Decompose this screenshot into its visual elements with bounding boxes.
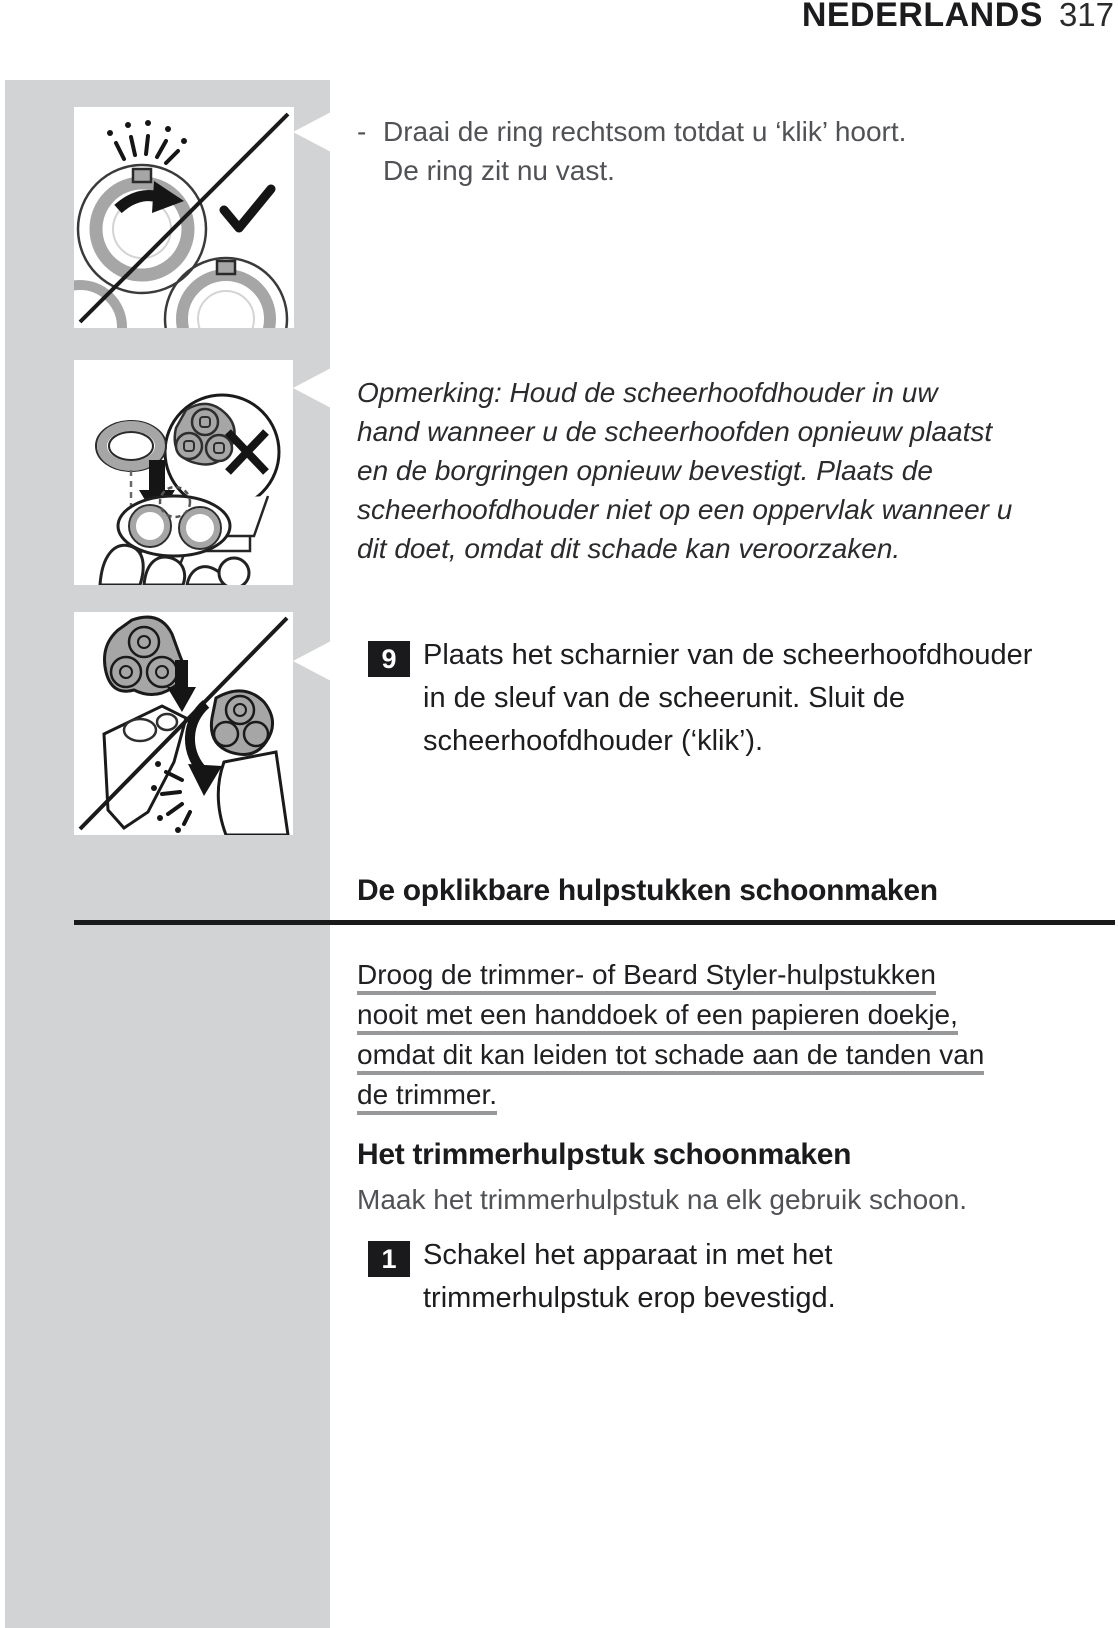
- warning-paragraph: [357, 958, 984, 1118]
- bullet-line: Draai de ring rechtsom totdat u ‘klik’ hoort.: [383, 116, 907, 147]
- callout-pointer-3: [293, 641, 331, 681]
- note-line: hand wanneer u de scheerhoofden opnieuw plaatst: [357, 416, 993, 447]
- attach-head-holder-svg: [74, 612, 293, 835]
- sub-section-body: Maak het trimmerhulpstuk na elk gebruik schoon.: [357, 1184, 968, 1215]
- step-line: scheerhoofdhouder (‘klik’).: [423, 725, 764, 757]
- language-title: NEDERLANDS: [801, 0, 1043, 34]
- bullet-dash: -: [357, 116, 367, 147]
- note-line: scheerhoofdhouder niet op een oppervlak wanneer u: [357, 494, 1013, 525]
- section-divider-rule: [74, 920, 1115, 925]
- hold-head-holder-svg: [74, 360, 293, 585]
- step-1: [368, 1234, 836, 1320]
- step-line: trimmerhulpstuk erop bevestigd.: [423, 1282, 836, 1314]
- attach-head-holder-click-illustration: [74, 612, 293, 835]
- page-number: 317: [1058, 0, 1114, 33]
- bullet-paragraph: [357, 112, 906, 190]
- step-1-text: [423, 1234, 836, 1320]
- rotate-ring-illustration-svg: [74, 107, 294, 328]
- bullet-line: De ring zit nu vast.: [383, 155, 615, 186]
- note-line: dit doet, omdat dit schade kan veroorzaken.: [357, 533, 901, 564]
- page-header: [802, 0, 1114, 34]
- step-9: [368, 634, 1032, 763]
- step-number-badge: 1: [368, 1241, 410, 1277]
- rotate-ring-clockwise-illustration: [74, 107, 294, 328]
- note-paragraph: [357, 373, 1012, 568]
- illustration-sidebar: [5, 80, 330, 1628]
- warning-line: Droog de trimmer- of Beard Styler-hulpstukken: [357, 958, 936, 995]
- hold-head-holder-warning-illustration: [74, 360, 293, 585]
- warning-line: de trimmer.: [357, 1078, 497, 1115]
- sub-section-heading: Het trimmerhulpstuk schoonmaken: [357, 1138, 852, 1171]
- step-line: Plaats het scharnier van de scheerhoofdhouder: [423, 639, 1033, 671]
- note-line: Opmerking: Houd de scheerhoofdhouder in uw: [357, 377, 938, 408]
- warning-line: nooit met een handdoek of een papieren doekje,: [357, 998, 958, 1035]
- section-heading: De opklikbare hulpstukken schoonmaken: [357, 874, 938, 907]
- step-number-badge: 9: [368, 641, 410, 677]
- step-9-text: [423, 634, 1032, 763]
- step-line: in de sleuf van de scheerunit. Sluit de: [423, 682, 906, 714]
- bullet-text: [383, 112, 906, 190]
- note-line: en de borgringen opnieuw bevestigt. Plaats de: [357, 455, 933, 486]
- warning-line: omdat dit kan leiden tot schade aan de tanden van: [357, 1038, 984, 1075]
- callout-pointer-1: [293, 112, 331, 152]
- callout-pointer-2: [293, 368, 331, 408]
- step-line: Schakel het apparaat in met het: [423, 1239, 833, 1271]
